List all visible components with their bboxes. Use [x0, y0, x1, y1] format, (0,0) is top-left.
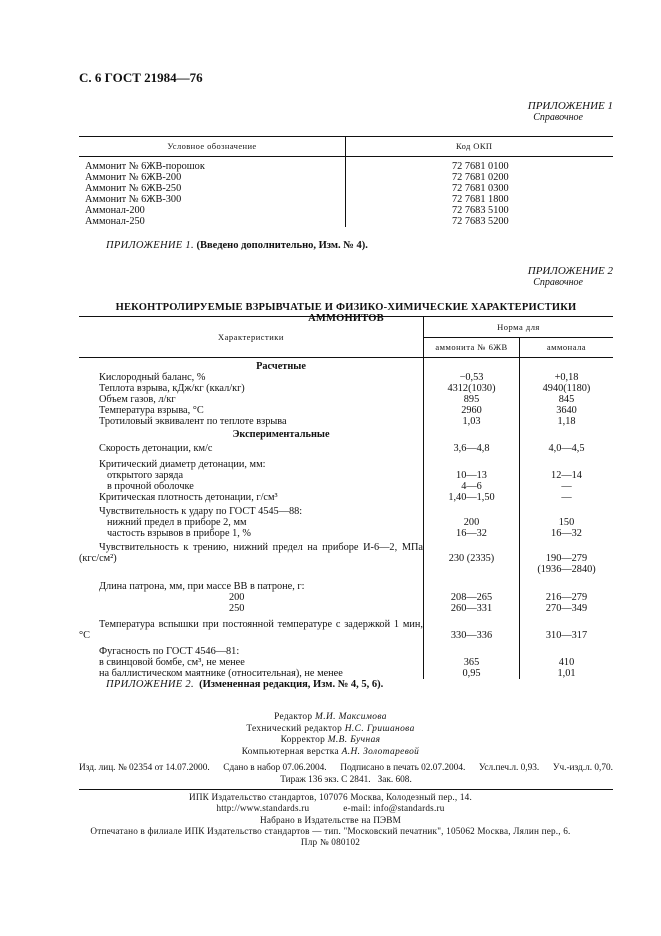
table-row [79, 372, 613, 383]
layout-label: Компьютерная верстка [241, 746, 339, 757]
table-row [79, 394, 613, 405]
table-cell: Аммонал-200 [79, 205, 346, 216]
appendix1-note-label: ПРИЛОЖЕНИЕ 1. [106, 240, 194, 251]
table-cell: 1,40—1,50 [424, 492, 520, 503]
imprint-order: Зак. 608. [377, 774, 412, 785]
table-row [79, 481, 613, 492]
table-row [79, 454, 613, 470]
table-row [79, 183, 613, 194]
publisher-info [0, 792, 661, 848]
table-row [79, 470, 613, 481]
table-row [79, 205, 613, 216]
table-cell: Чувствительность к удару по ГОСТ 4545—88: [79, 503, 424, 517]
section-experimental: Экспериментальные [79, 427, 424, 440]
table-cell: в прочной оболочке [79, 481, 424, 492]
table-row [79, 172, 613, 183]
table-row [79, 539, 613, 575]
publisher-address: ИПК Издательство стандартов, 107076 Москва, Колодезный пер., 14. [189, 792, 472, 802]
table-cell: Скорость детонации, км/с [79, 440, 424, 454]
table-row [79, 492, 613, 503]
table-row [79, 157, 613, 173]
table-cell: 216—279 [545, 592, 588, 603]
table-cell: 200 [79, 592, 424, 603]
table-cell: 72 7681 0300 [452, 183, 509, 194]
table-cell: 3,6—4,8 [424, 440, 520, 454]
table-cell: 12—14 [551, 470, 582, 481]
table-cell: 1,01 [557, 668, 576, 679]
table-cell: Температура вспышки при постоянной температуре с задержкой 1 мин, °С [79, 614, 424, 641]
appendix1-title: ПРИЛОЖЕНИЕ 1 [527, 100, 613, 112]
imprint [79, 763, 613, 786]
table-cell: −0,53 [424, 372, 520, 383]
appendix1-note [106, 240, 368, 251]
table-cell: 1,18 [557, 416, 576, 427]
table-cell: 72 7681 1800 [452, 194, 509, 205]
table-cell: 410 [558, 657, 575, 668]
table-cell: 230 (2335) [424, 539, 520, 575]
imprint-run: Тираж 136 экз. С 2841. [280, 774, 371, 785]
table-cell: 150 [558, 517, 575, 528]
table-cell: 310—317 [545, 630, 588, 641]
divider [79, 789, 613, 790]
appendix2-title: ПРИЛОЖЕНИЕ 2 [527, 265, 613, 277]
column-header-designation: Условное обозначение [79, 137, 346, 157]
table-row [79, 194, 613, 205]
table-cell: открытого заряда [79, 470, 424, 481]
table-cell-line: 190—279 [545, 553, 588, 564]
imprint-print: Подписано в печать 02.07.2004. [340, 763, 466, 773]
table-cell: 845 [558, 394, 575, 405]
table-row [79, 575, 613, 592]
table-row [79, 416, 613, 427]
table-row [79, 440, 613, 454]
table-cell [520, 539, 614, 575]
imprint-typeset: Сдано в набор 07.06.2004. [223, 763, 327, 773]
appendix2-note [106, 679, 383, 690]
table-cell: Критическая плотность детонации, г/см³ [79, 492, 424, 503]
publisher-contacts [216, 803, 444, 814]
table-row [79, 405, 613, 416]
appendix2-note-label: ПРИЛОЖЕНИЕ 2. [106, 679, 194, 690]
table-cell: 16—32 [551, 528, 582, 539]
editor-line [0, 712, 661, 724]
table-cell: частость взрывов в приборе 1, % [79, 528, 424, 539]
imprint-pub-sheets: Уч.-изд.л. 0,70. [552, 763, 613, 773]
table-cell: 270—349 [545, 603, 588, 614]
section-row [79, 358, 613, 373]
imprint-sheets: Усл.печ.л. 0,93. [478, 763, 540, 773]
table-cell: 0,95 [424, 668, 520, 679]
colophon [0, 712, 661, 758]
table-cell: 4312(1030) [424, 383, 520, 394]
table-cell: 2960 [424, 405, 520, 416]
table-cell: 4,0—4,5 [548, 443, 585, 454]
column-header-norm: Норма для [424, 317, 614, 338]
table-row [79, 517, 613, 528]
table-cell: Аммонит № 6ЖВ-порошок [79, 157, 346, 173]
table-cell: 895 [424, 394, 520, 405]
table-cell: +0,18 [554, 372, 579, 383]
corrector-label: Корректор [280, 735, 326, 745]
corrector-line [0, 735, 661, 747]
tech-editor-name: Н.С. Гришанова [344, 723, 415, 734]
table-cell: 72 7683 5200 [452, 216, 509, 227]
tech-editor-label: Технический редактор [246, 723, 343, 734]
publisher-license: Плр № 080102 [300, 837, 361, 848]
table-cell: 250 [79, 603, 424, 614]
table-row [79, 603, 613, 614]
table-cell: в свинцовой бомбе, см³, не менее [79, 657, 424, 668]
table-row [79, 216, 613, 227]
table-row [79, 592, 613, 603]
table-cell: Кислородный баланс, % [79, 372, 424, 383]
table-cell: 260—331 [424, 603, 520, 614]
table-cell: — [561, 481, 572, 492]
table-cell: 3640 [556, 405, 577, 416]
column-header-okp: Код ОКП [346, 137, 614, 157]
appendix1-label [528, 100, 613, 123]
appendix2-note-text: (Измененная редакция, Изм. № 4, 5, 6). [199, 679, 384, 690]
table-cell: Аммонал-250 [79, 216, 346, 227]
okp-codes-table [79, 136, 613, 227]
section-calculated: Расчетные [79, 358, 424, 373]
table-cell: 72 7681 0200 [452, 172, 509, 183]
editor-label: Редактор [274, 712, 313, 722]
layout-line [0, 747, 661, 759]
appendix2-label [528, 265, 613, 288]
table-cell: нижний предел в приборе 2, мм [79, 517, 424, 528]
table-cell: Аммонит № 6ЖВ-250 [79, 183, 346, 194]
table-cell: 10—13 [424, 470, 520, 481]
corrector-name: М.В. Бучная [327, 735, 381, 745]
characteristics-table [79, 316, 613, 679]
table-cell: 200 [424, 517, 520, 528]
table-cell: Теплота взрыва, кДж/кг (ккал/кг) [79, 383, 424, 394]
table-cell: 4940(1180) [542, 383, 591, 394]
publisher-email[interactable]: e-mail: info@standards.ru [343, 803, 445, 814]
table-row [79, 657, 613, 668]
table-cell: 1,03 [424, 416, 520, 427]
table-cell: Объем газов, л/кг [79, 394, 424, 405]
editor-name: М.И. Максимова [315, 712, 387, 722]
column-header-ammonite: аммонита № 6ЖВ [424, 338, 520, 358]
table-cell: Тротиловый эквивалент по теплоте взрыва [79, 416, 424, 427]
table-cell: 16—32 [424, 528, 520, 539]
publisher-typeset-note: Набрано в Издательстве на ПЭВМ [259, 814, 402, 825]
table-cell: 330—336 [424, 614, 520, 641]
table-cell: Критический диаметр детонации, мм: [79, 454, 424, 470]
appendix1-note-text: (Введено дополнительно, Изм. № 4). [196, 240, 368, 251]
table-cell: Аммонит № 6ЖВ-200 [79, 172, 346, 183]
imprint-license: Изд. лиц. № 02354 от 14.07.2000. [79, 763, 210, 773]
table-cell: 208—265 [424, 592, 520, 603]
table-cell: 72 7683 5100 [452, 205, 509, 216]
table-row [79, 668, 613, 679]
appendix1-subtitle: Справочное [533, 112, 583, 123]
table-cell: — [561, 492, 572, 503]
publisher-printed-note: Отпечатано в филиале ИПК Издательство стандартов — тип. "Московский печатник", 105062 Москва, Лялин пер., 6. [90, 825, 571, 836]
section-row [79, 427, 613, 440]
page-title: С. 6 ГОСТ 21984—76 [79, 70, 203, 85]
layout-name: А.Н. Золотаревой [341, 746, 420, 757]
table-row [79, 641, 613, 657]
table-cell: 4—6 [424, 481, 520, 492]
table-row [79, 503, 613, 517]
tech-editor-line [0, 724, 661, 736]
table-cell-line: (1936—2840) [537, 564, 596, 575]
table-cell: Длина патрона, мм, при массе ВВ в патроне, г: [79, 575, 424, 592]
table-cell: Фугасность по ГОСТ 4546—81: [79, 641, 424, 657]
appendix2-subtitle: Справочное [533, 277, 583, 288]
table-cell: на баллистическом маятнике (относительная), не менее [79, 668, 424, 679]
table-cell: 365 [424, 657, 520, 668]
appendix2-heading: НЕКОНТРОЛИРУЕМЫЕ ВЗРЫВЧАТЫЕ И ФИЗИКО-ХИМИЧЕСКИЕ ХАРАКТЕРИСТИКИ АММОНИТОВ [115, 302, 577, 324]
publisher-website[interactable]: http://www.standards.ru [216, 803, 310, 814]
table-row [79, 383, 613, 394]
table-cell: 72 7681 0100 [452, 161, 509, 172]
column-header-characteristics: Характеристики [79, 317, 424, 358]
table-row [79, 614, 613, 641]
table-row [79, 528, 613, 539]
table-cell: Температура взрыва, °С [79, 405, 424, 416]
table-cell: Чувствительность к трению, нижний предел на приборе И-6—2, МПа (кгс/см²) [79, 539, 424, 575]
column-header-ammonal: аммонала [520, 338, 614, 358]
table-cell: Аммонит № 6ЖВ-300 [79, 194, 346, 205]
